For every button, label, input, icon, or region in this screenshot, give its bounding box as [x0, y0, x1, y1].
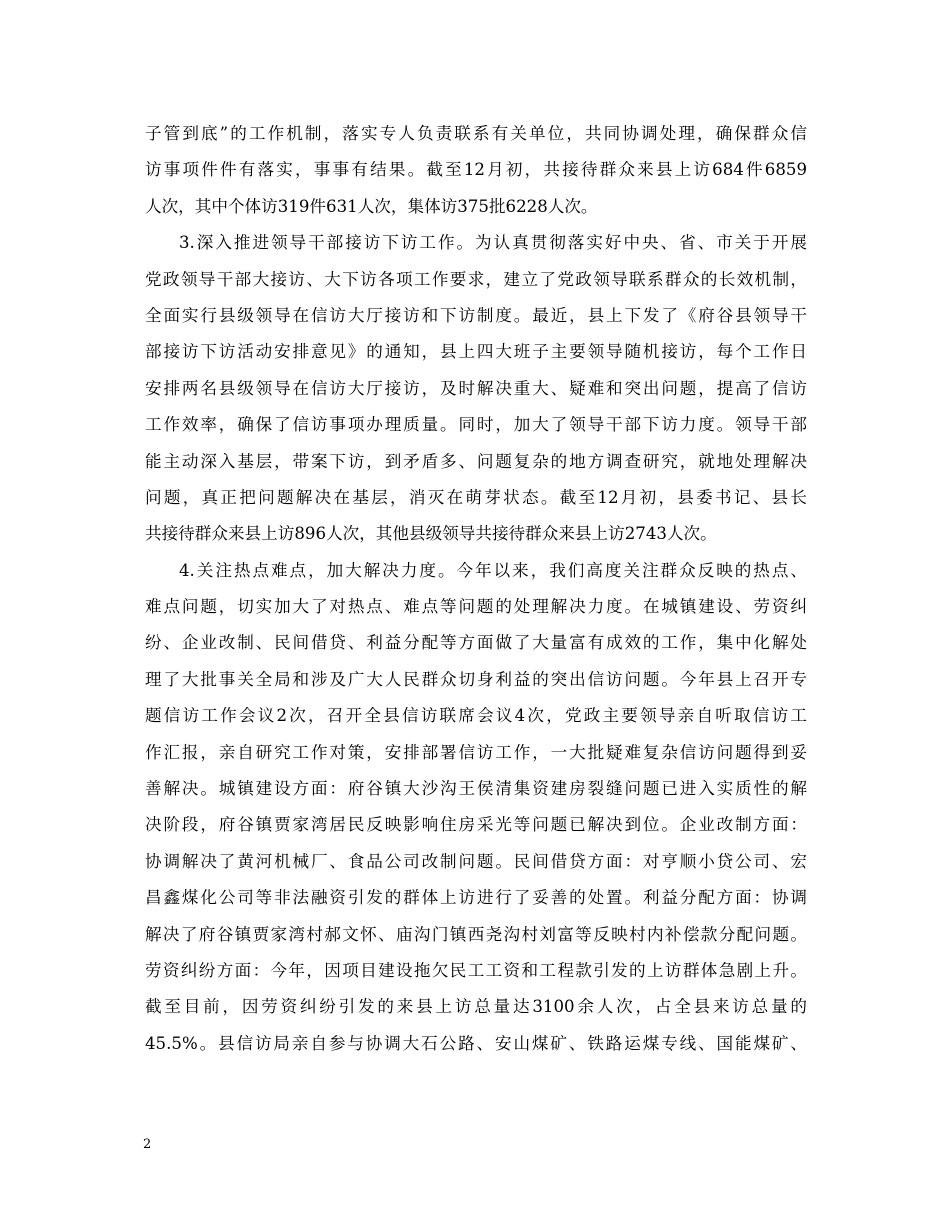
text-line: 截至目前，因劳资纠纷引发的来县上访总量达3100余人次，占全县来访总量的	[145, 997, 807, 1017]
text-line: 劳资纠纷方面：今年，因项目建设拖欠民工工资和工程款引发的上访群体急剧上升。	[145, 960, 807, 980]
text-line: 共接待群众来县上访896人次，其他县级领导共接待群众来县上访2743人次。	[145, 524, 717, 544]
text-line: 昌鑫煤化公司等非法融资引发的群体上访进行了妥善的处置。利益分配方面：协调	[145, 888, 807, 908]
text-line: 党政领导干部大接访、大下访各项工作要求，建立了党政领导联系群众的长效机制，	[145, 269, 807, 289]
text-line: 45.5%。县信访局亲自参与协调大石公路、安山煤矿、铁路运煤专线、国能煤矿、	[145, 1033, 807, 1053]
text-line: 安排两名县级领导在信访大厅接访，及时解决重大、疑难和突出问题，提高了信访	[145, 378, 807, 398]
text-line: 纷、企业改制、民间借贷、利益分配等方面做了大量富有成效的工作，集中化解处	[145, 633, 807, 653]
text-line: 能主动深入基层，带案下访，到矛盾多、问题复杂的地方调查研究，就地处理解决	[145, 451, 807, 471]
text-line: 问题，真正把问题解决在基层，消灭在萌芽状态。截至12月初，县委书记、县长	[145, 487, 807, 507]
text-line: 理了大批事关全局和涉及广大人民群众切身利益的突出信访问题。今年县上召开专	[145, 669, 807, 689]
text-line: 工作效率，确保了信访事项办理质量。同时，加大了领导干部下访力度。领导干部	[145, 415, 807, 435]
text-line: 部接访下访活动安排意见》的通知，县上四大班子主要领导随机接访，每个工作日	[145, 342, 807, 362]
text-line: 全面实行县级领导在信访大厅接访和下访制度。最近，县上下发了《府谷县领导干	[145, 305, 807, 325]
text-line: 4.关注热点难点，加大解决力度。今年以来，我们高度关注群众反映的热点、	[179, 560, 807, 580]
text-line: 难点问题，切实加大了对热点、难点等问题的处理解决力度。在城镇建设、劳资纠	[145, 597, 807, 617]
body-text	[145, 116, 807, 1062]
text-line: 题信访工作会议2次，召开全县信访联席会议4次，党政主要领导亲自听取信访工	[145, 706, 807, 726]
text-line: 善解决。城镇建设方面：府谷镇大沙沟王侯清集资建房裂缝问题已进入实质性的解	[145, 779, 807, 799]
text-line: 子管到底”的工作机制，落实专人负责联系有关单位，共同协调处理，确保群众信	[145, 124, 807, 143]
page-number: 2	[143, 1137, 152, 1152]
text-line: 人次，其中个体访319件631人次，集体访375批6228人次。	[145, 196, 598, 216]
text-line: 作汇报，亲自研究工作对策，安排部署信访工作，一大批疑难复杂信访问题得到妥	[145, 742, 807, 762]
text-line: 3.深入推进领导干部接访下访工作。为认真贯彻落实好中央、省、市关于开展	[179, 233, 807, 253]
text-line: 解决了府谷镇贾家湾村郝文怀、庙沟门镇西尧沟村刘富等反映村内补偿款分配问题。	[145, 924, 807, 944]
text-line: 协调解决了黄河机械厂、食品公司改制问题。民间借贷方面：对亨顺小贷公司、宏	[145, 851, 807, 871]
text-line: 访事项件件有落实，事事有结果。截至12月初，共接待群众来县上访684件6859	[145, 160, 807, 180]
text-line: 决阶段，府谷镇贾家湾居民反映影响住房采光等问题已解决到位。企业改制方面：	[145, 815, 807, 835]
